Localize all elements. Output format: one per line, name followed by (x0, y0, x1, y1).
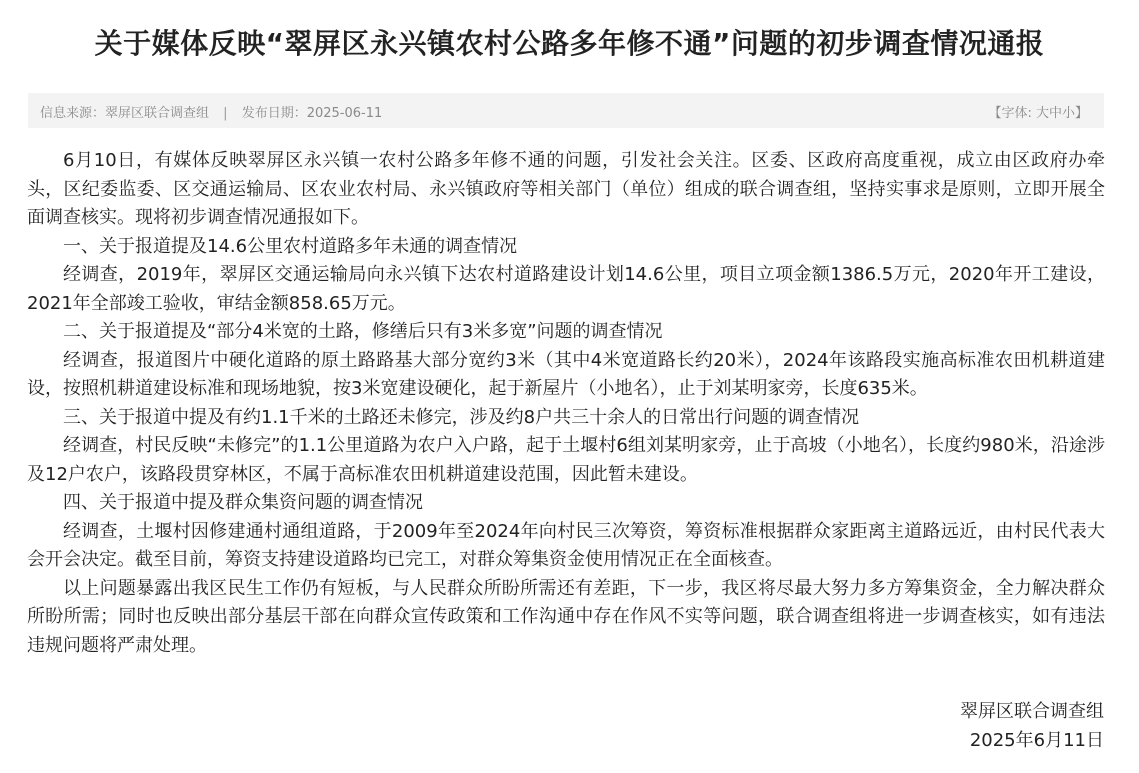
signature-organization: 翠屏区联合调查组 (960, 701, 1104, 722)
article-paragraph-conclusion: 以上问题暴露出我区民生工作仍有短板，与人民群众所盼所需还有差距，下一步，我区将尽最大努力多方筹集资金，全力解决群众所盼所需；同时也反映出部分基层干部在向群众宣传政策和工作沟通中存在作风不实等问题，联合调查组将进一步调查核实，如有违法违规问题将严肃处理。 (27, 577, 1105, 656)
article-meta-bar (28, 93, 1104, 128)
info-source: 信息来源：翠屏区联合调查组 (40, 106, 210, 121)
section-paragraph-3: 经调查，村民反映“未修完”的1.1公里道路为农户入户路，起于土堰村6组刘某明家旁，止于高坡（小地名），长度约980米，沿途涉及12户农户，该路段贯穿林区，不属于高标准农田机耕道建设范围，因此暂未建设。 (27, 435, 1105, 485)
font-size-switcher[interactable]: 【字体: 大中小】 (988, 106, 1088, 121)
article-title: 关于媒体反映“翠屏区永兴镇农村公路多年修不通”问题的初步调查情况通报 (94, 27, 1045, 60)
publish-date: 发布日期：2025-06-11 (241, 106, 383, 121)
article-meta-info (40, 102, 382, 121)
section-paragraph-1: 经调查，2019年，翠屏区交通运输局向永兴镇下达农村道路建设计划14.6公里，项目立项金额1386.5万元，2020年开工建设，2021年全部竣工验收，审结金额858.65万元。 (27, 264, 1105, 314)
article-signature (960, 697, 1104, 755)
article-body (27, 147, 1105, 660)
signature-date: 2025年6月11日 (969, 730, 1104, 751)
section-heading-2: 二、关于报道提及“部分4米宽的土路，修缮后只有3米多宽”问题的调查情况 (63, 321, 663, 342)
section-heading-4: 四、关于报道中提及群众集资问题的调查情况 (63, 492, 423, 513)
section-paragraph-2: 经调查，报道图片中硬化道路的原土路路基大部分宽约3米（其中4米宽道路长约20米），2024年该路段实施高标准农田机耕道建设，按照机耕道建设标准和现场地貌，按3米宽建设硬化，起于新屋片（小地名），止于刘某明家旁，长度635米。 (27, 349, 1105, 399)
meta-separator: | (223, 106, 228, 121)
article-paragraph-intro: 6月10日，有媒体反映翠屏区永兴镇一农村公路多年修不通的问题，引发社会关注。区委、区政府高度重视，成立由区政府办牵头，区纪委监委、区交通运输局、区农业农村局、永兴镇政府等相关部门（单位）组成的联合调查组，坚持实事求是原则，立即开展全面调查核实。现将初步调查情况通报如下。 (27, 150, 1105, 228)
section-heading-3: 三、关于报道中提及有约1.1千米的土路还未修完，涉及约8户共三十余人的日常出行问题的调查情况 (63, 406, 860, 428)
section-paragraph-4: 经调查，土堰村因修建通村通组道路，于2009年至2024年向村民三次筹资，筹资标准根据群众家距离主道路远近，由村民代表大会开会决定。截至目前，筹资支持建设道路均已完工，对群众筹集资金使用情况正在全面核查。 (27, 520, 1105, 570)
section-heading-1: 一、关于报道提及14.6公里农村道路多年未通的调查情况 (63, 235, 518, 257)
